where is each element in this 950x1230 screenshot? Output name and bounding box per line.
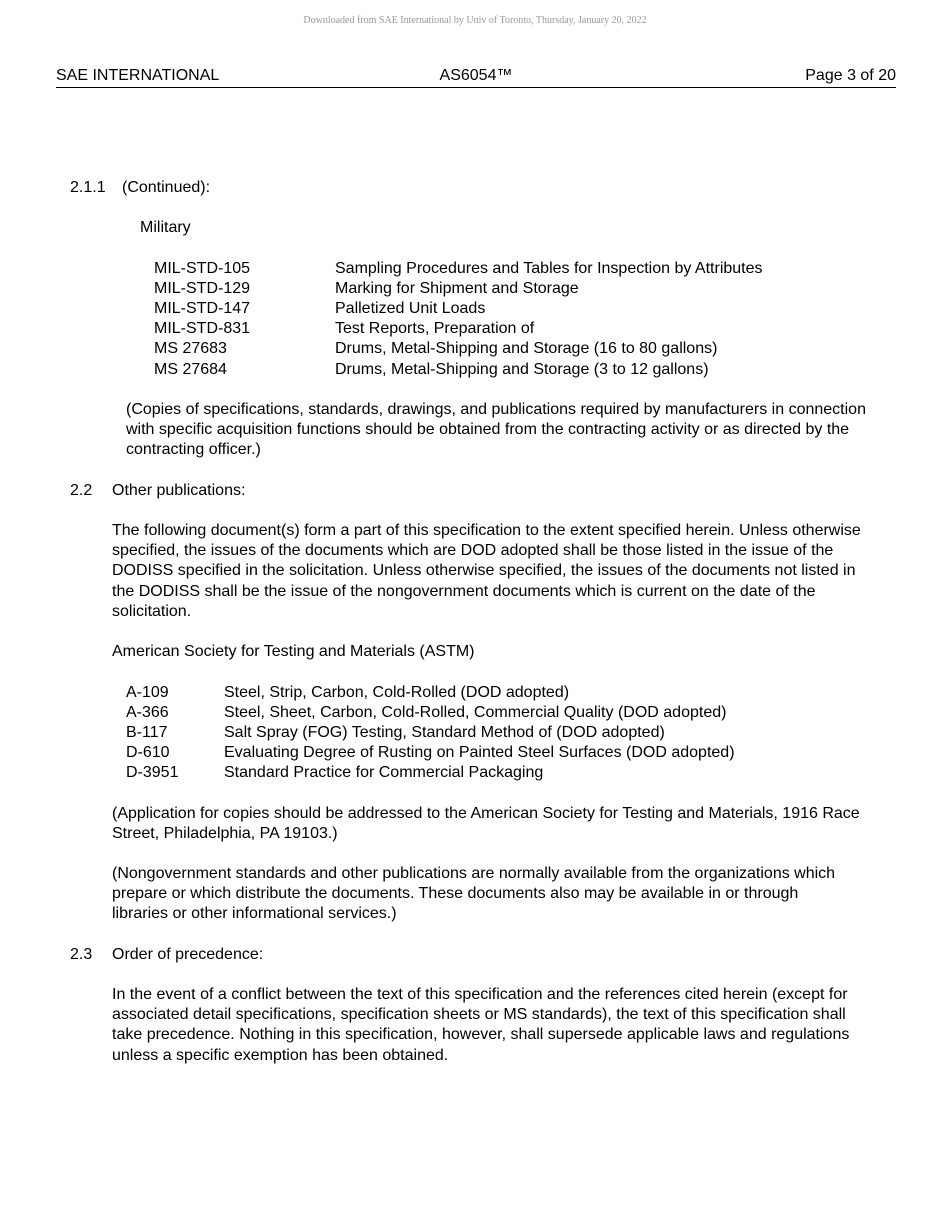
military-item-title: Sampling Procedures and Tables for Inspection by Attributes: [335, 260, 763, 277]
section-2-3-number: 2.3: [70, 946, 93, 963]
precedence-paragraph: In the event of a conflict between the text of this specification and the references cited herein (except for associated detail specifications, specification sheets or MS standards), the text of this specification shall take precedence. Nothing in this specification, however, shall supersede applicable laws and regulations unless a specific exemption has been obtained.: [112, 986, 850, 1064]
military-item-code: MIL-STD-105: [154, 260, 251, 277]
section-2-1-1-title: (Continued):: [122, 179, 211, 196]
astm-item-title: Standard Practice for Commercial Packaging: [224, 764, 544, 781]
astm-subheading: American Society for Testing and Materials (ASTM): [112, 643, 475, 660]
military-item-title: Marking for Shipment and Storage: [335, 280, 579, 297]
section-2-1-1-number: 2.1.1: [70, 179, 106, 196]
copies-note: (Copies of specifications, standards, drawings, and publications required by manufacturers in connection with specific acquisition functions should be obtained from the contracting activity or as directed by the contracting officer.): [126, 401, 866, 459]
section-2-2-title: Other publications:: [112, 482, 246, 499]
astm-item-code: D-3951: [126, 764, 179, 781]
military-subheading: Military: [140, 219, 191, 236]
military-item-code: MS 27684: [154, 361, 227, 378]
astm-address-note: (Application for copies should be addressed to the American Society for Testing and Materials, 1916 Race Street, Philadelphia, PA 19103.): [112, 805, 860, 843]
military-item-code: MIL-STD-147: [154, 300, 251, 317]
page-header: [56, 67, 896, 88]
other-publications-paragraph: The following document(s) form a part of this specification to the extent specified herein. Unless otherwise specified, the issues of the documents which are DOD adopted shall be those listed in the issue of the DODISS specified in the solicitation. Unless otherwise specified, the issues of the documents not listed in the DODISS shall be the issue of the nongovernment documents which is current on the date of the solicitation.: [112, 522, 861, 620]
military-item-code: MS 27683: [154, 340, 227, 357]
astm-item-title: Salt Spray (FOG) Testing, Standard Method of (DOD adopted): [224, 724, 665, 741]
astm-item-code: A-366: [126, 704, 169, 721]
military-item-title: Drums, Metal-Shipping and Storage (3 to 12 gallons): [335, 361, 709, 378]
nongovernment-note: (Nongovernment standards and other publications are normally available from the organizations which prepare or which distribute the documents. These documents also may be available in or through libraries or other informational services.): [112, 865, 836, 923]
military-item-title: Palletized Unit Loads: [335, 300, 486, 317]
military-item-title: Drums, Metal-Shipping and Storage (16 to 80 gallons): [335, 340, 718, 357]
astm-item-code: B-117: [126, 724, 168, 741]
header-page-number: Page 3 of 20: [805, 67, 896, 84]
header-org: SAE INTERNATIONAL: [56, 67, 220, 84]
astm-item-title: Steel, Sheet, Carbon, Cold-Rolled, Commercial Quality (DOD adopted): [224, 704, 727, 721]
download-watermark: Downloaded from SAE International by Univ of Toronto, Thursday, January 20, 2022: [303, 15, 647, 26]
astm-item-code: A-109: [126, 684, 169, 701]
section-2-2-number: 2.2: [70, 482, 93, 499]
military-item-title: Test Reports, Preparation of: [335, 320, 535, 337]
military-item-code: MIL-STD-129: [154, 280, 251, 297]
header-doc-number: AS6054™: [439, 67, 513, 84]
section-2-3-title: Order of precedence:: [112, 946, 264, 963]
astm-item-title: Evaluating Degree of Rusting on Painted Steel Surfaces (DOD adopted): [224, 744, 735, 761]
military-item-code: MIL-STD-831: [154, 320, 251, 337]
astm-item-title: Steel, Strip, Carbon, Cold-Rolled (DOD adopted): [224, 684, 570, 701]
astm-item-code: D-610: [126, 744, 170, 761]
